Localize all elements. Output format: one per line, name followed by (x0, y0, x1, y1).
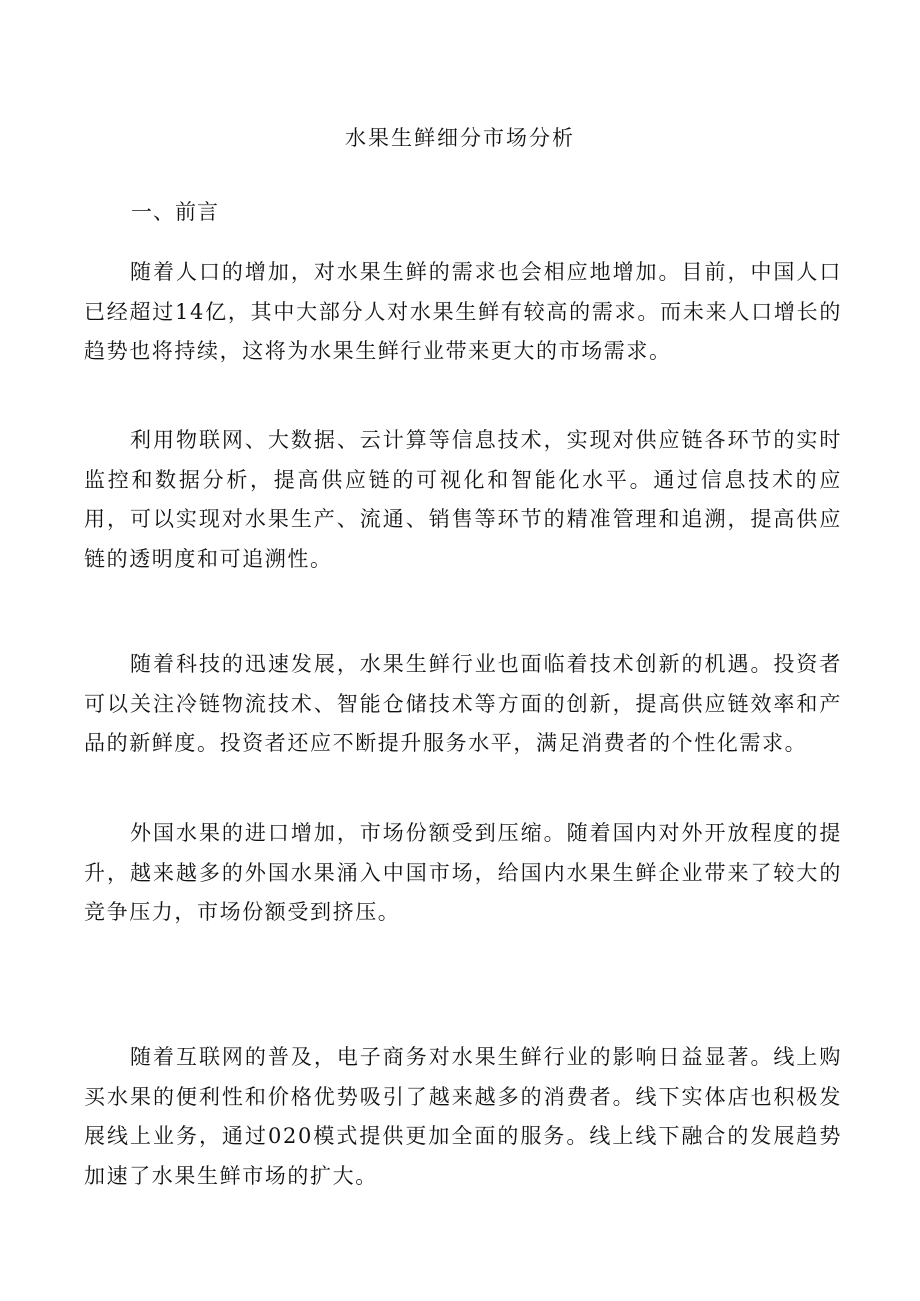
paragraph-2: 利用物联网、大数据、云计算等信息技术，实现对供应链各环节的实时监控和数据分析，提高供应链的可视化和智能化水平。通过信息技术的应用，可以实现对水果生产、流通、销售等环节的精准管理和追溯，提高供应链的透明度和可追溯性。 (84, 428, 842, 571)
paragraph-1: 随着人口的增加，对水果生鲜的需求也会相应地增加。目前，中国人口已经超过14亿，其中大部分人对水果生鲜有较高的需求。而未来人口增长的趋势也将持续，这将为水果生鲜行业带来更大的市场需求。 (84, 260, 842, 363)
section-heading: 一、前言 (131, 200, 219, 224)
paragraph-4: 外国水果的进口增加，市场份额受到压缩。随着国内对外开放程度的提升，越来越多的外国水果涌入中国市场，给国内水果生鲜企业带来了较大的竞争压力，市场份额受到挤压。 (84, 821, 842, 924)
document-title: 水果生鲜细分市场分析 (345, 126, 575, 150)
paragraph-5: 随着互联网的普及，电子商务对水果生鲜行业的影响日益显著。线上购买水果的便利性和价格优势吸引了越来越多的消费者。线下实体店也积极发展线上业务，通过020模式提供更加全面的服务。线上线下融合的发展趋势加速了水果生鲜市场的扩大。 (84, 1045, 842, 1188)
paragraph-3: 随着科技的迅速发展，水果生鲜行业也面临着技术创新的机遇。投资者可以关注冷链物流技术、智能仓储技术等方面的创新，提高供应链效率和产品的新鲜度。投资者还应不断提升服务水平，满足消费者的个性化需求。 (84, 652, 842, 755)
